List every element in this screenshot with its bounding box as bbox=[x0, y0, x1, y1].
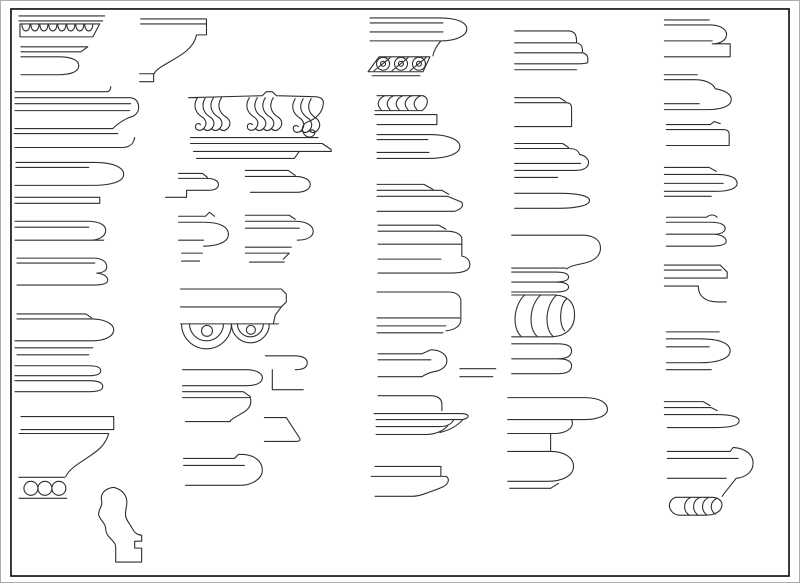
bullnose-bar-profile bbox=[15, 221, 106, 240]
cove-crown-profile bbox=[140, 19, 207, 82]
splayed-step-stack-profile bbox=[377, 184, 462, 211]
wedge-trim-profile bbox=[264, 418, 300, 442]
dentil-cornice-profile bbox=[19, 16, 105, 75]
rope-torus-crown-profile bbox=[512, 235, 601, 374]
double-bead-edge-trim-profile bbox=[666, 215, 726, 246]
bullnose-cap-stack-profile bbox=[664, 167, 737, 196]
cove-step-trim-profile bbox=[183, 392, 251, 422]
bullet-nose-casing-profile bbox=[15, 162, 124, 203]
bullnose-band-trim-profile bbox=[666, 332, 730, 370]
spear-step-cornice-profile bbox=[374, 396, 468, 435]
acanthus-modillion-cornice-profile bbox=[189, 92, 332, 159]
step-nose-trim-profile bbox=[245, 170, 310, 192]
scallop-shell-cornice-profile bbox=[181, 289, 287, 349]
rounded-bar-trim-profile bbox=[183, 370, 263, 386]
splayed-bullnose-stack-profile bbox=[664, 402, 739, 428]
ogee-spur-trim-profile bbox=[378, 350, 447, 377]
nib-step-block-profile bbox=[666, 122, 729, 146]
bead-crown-molding-profile bbox=[19, 417, 114, 499]
rope-base-crown-profile bbox=[667, 447, 753, 515]
block-round-step-cornice-profile bbox=[377, 292, 461, 333]
cyma-base-trim-profile bbox=[371, 466, 448, 496]
step-nose-trim-small-profile bbox=[166, 173, 219, 197]
curved-base-shoe-profile bbox=[99, 487, 142, 562]
stepped-crown-cornice-profile bbox=[14, 87, 139, 148]
ogee-step-cap-profile bbox=[664, 20, 730, 57]
torus-cap-trim-profile bbox=[377, 135, 460, 159]
beveled-block-step-profile bbox=[664, 265, 727, 302]
swan-neck-cap-profile bbox=[664, 75, 731, 110]
ogee-nose-cornice-profile bbox=[15, 314, 114, 355]
lobed-base-profile-profile bbox=[508, 398, 608, 489]
mushroom-cap-trim-profile bbox=[179, 212, 229, 261]
torpedo-nose-bar-profile bbox=[184, 454, 263, 485]
pointed-step-cornice-profile bbox=[245, 215, 313, 262]
small-flat-bar-profile bbox=[460, 369, 496, 377]
double-bullnose-stack-profile bbox=[15, 366, 103, 392]
double-ogee-bar-profile bbox=[17, 258, 108, 285]
step-fascia-block-profile bbox=[515, 98, 572, 127]
right-step-block-profile bbox=[265, 356, 307, 390]
block-bullnose-cornice-profile bbox=[378, 225, 470, 273]
rope-band-cornice-profile bbox=[375, 96, 437, 125]
double-lobe-stack-profile bbox=[515, 144, 590, 209]
guilloche-cornice-profile bbox=[368, 18, 467, 76]
profile-layer bbox=[11, 9, 789, 576]
tiered-bullnose-stack-profile bbox=[515, 31, 588, 70]
cad-canvas bbox=[1, 1, 799, 582]
